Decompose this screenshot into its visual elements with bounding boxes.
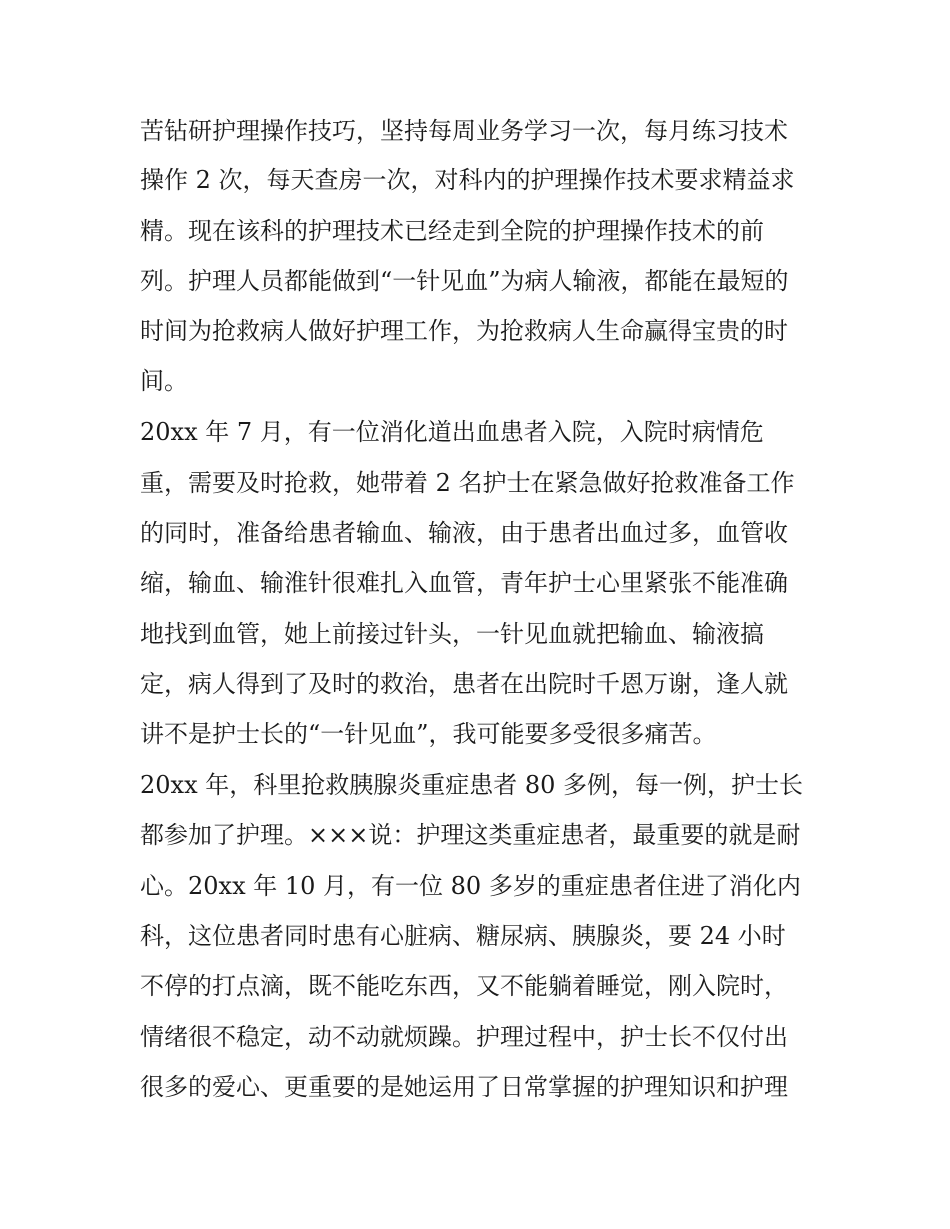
text-line: 不停的打点滴，既不能吃东西，又不能躺着睡觉，刚入院时， — [140, 972, 788, 1000]
text-line: 心。20xx 年 10 月，有一位 80 多岁的重症患者住进了消化内 — [140, 872, 801, 900]
text-line: 缩，输血、输淮针很难扎入血管，青年护士心里紧张不能准确 — [140, 569, 788, 597]
text-line: 时间为抢救病人做好护理工作，为抢救病人生命赢得宝贵的时 — [140, 317, 788, 345]
text-line: 科，这位患者同时患有心脏病、糖尿病、胰腺炎，要 24 小时 — [140, 922, 786, 950]
text-line: 很多的爱心、更重要的是她运用了日常掌握的护理知识和护理 — [140, 1073, 788, 1101]
text-line: 列。护理人员都能做到“一针见血”为病人输液，都能在最短的 — [140, 267, 789, 295]
text-line: 重，需要及时抢救，她带着 2 名护士在紧急做好抢救准备工作 — [140, 469, 795, 497]
text-line: 的同时，准备给患者输血、输液，由于患者出血过多，血管收 — [140, 519, 788, 547]
text-line: 苦钻研护理操作技巧，坚持每周业务学习一次，每月练习技术 — [140, 117, 788, 145]
text-line: 间。 — [140, 367, 188, 395]
text-line: 定，病人得到了及时的救治，患者在出院时千恩万谢，逢人就 — [140, 670, 788, 698]
text-line: 情绪很不稳定，动不动就烦躁。护理过程中，护士长不仅付出 — [140, 1023, 788, 1051]
text-line: 讲不是护士长的“一针见血”，我可能要多受很多痛苦。 — [140, 720, 717, 748]
text-line: 20xx 年，科里抢救胰腺炎重症患者 80 多例，每一例，护士长 — [140, 771, 804, 799]
text-line: 20xx 年 7 月，有一位消化道出血患者入院，入院时病情危 — [140, 418, 764, 446]
text-line: 都参加了护理。×××说：护理这类重症患者，最重要的就是耐 — [140, 821, 801, 849]
text-line: 操作 2 次，每天查房一次，对科内的护理操作技术要求精益求 — [140, 166, 795, 194]
text-line: 精。现在该科的护理技术已经走到全院的护理操作技术的前 — [140, 217, 764, 245]
text-line: 地找到血管，她上前接过针头，一针见血就把输血、输液搞 — [140, 620, 764, 648]
